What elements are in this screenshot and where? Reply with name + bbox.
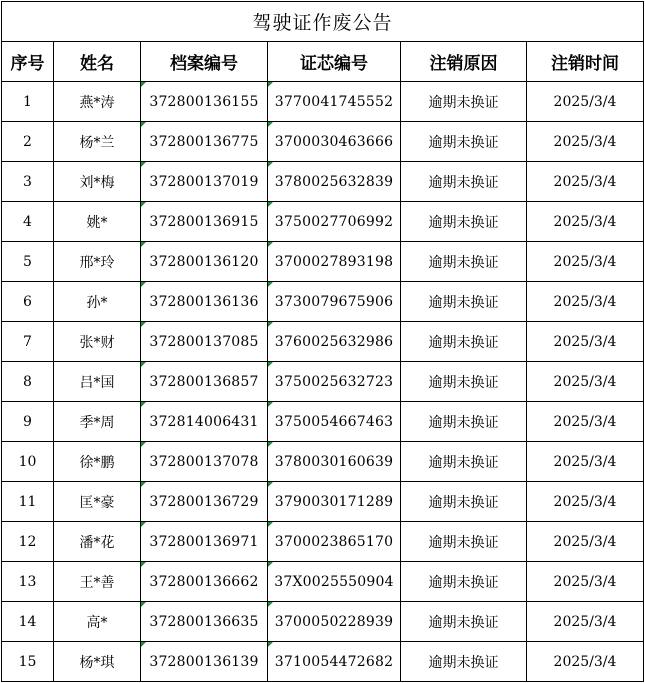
cell-seq[interactable]: 8: [2, 362, 54, 402]
cell-name[interactable]: 孙*: [54, 282, 141, 322]
cell-chip-number[interactable]: 3770041745552: [268, 82, 401, 122]
cell-name[interactable]: 潘*花: [54, 522, 141, 562]
table-row: [2, 642, 644, 682]
cell-file-number[interactable]: 372800137019: [141, 162, 268, 202]
cell-file-number[interactable]: 372814006431: [141, 402, 268, 442]
table-row: [2, 602, 644, 642]
cell-file-number[interactable]: 372800136155: [141, 82, 268, 122]
cell-name[interactable]: 季*周: [54, 402, 141, 442]
cell-chip-number[interactable]: 3750025632723: [268, 362, 401, 402]
cell-seq[interactable]: 11: [2, 482, 54, 522]
cell-seq[interactable]: 5: [2, 242, 54, 282]
cell-chip-number[interactable]: 3700050228939: [268, 602, 401, 642]
cell-file-number[interactable]: 372800136139: [141, 642, 268, 682]
cell-seq[interactable]: 6: [2, 282, 54, 322]
cell-chip-number[interactable]: 3700027893198: [268, 242, 401, 282]
cell-cancel-reason[interactable]: 逾期未换证: [401, 122, 527, 162]
table-row: [2, 282, 644, 322]
cell-name[interactable]: 杨*兰: [54, 122, 141, 162]
cell-cancel-date[interactable]: 2025/3/4: [527, 642, 644, 682]
cell-seq[interactable]: 7: [2, 322, 54, 362]
table-row: [2, 562, 644, 602]
header-name[interactable]: 姓名: [54, 42, 141, 82]
cell-cancel-date[interactable]: 2025/3/4: [527, 482, 644, 522]
cell-seq[interactable]: 9: [2, 402, 54, 442]
cell-chip-number[interactable]: 3780030160639: [268, 442, 401, 482]
cell-cancel-reason[interactable]: 逾期未换证: [401, 202, 527, 242]
cell-file-number[interactable]: 372800136120: [141, 242, 268, 282]
cell-seq[interactable]: 3: [2, 162, 54, 202]
cell-chip-number[interactable]: 3750027706992: [268, 202, 401, 242]
table-row: [2, 202, 644, 242]
cell-chip-number[interactable]: 3780025632839: [268, 162, 401, 202]
cell-cancel-reason[interactable]: 逾期未换证: [401, 442, 527, 482]
cell-seq[interactable]: 2: [2, 122, 54, 162]
table-row: [2, 242, 644, 282]
cell-cancel-reason[interactable]: 逾期未换证: [401, 322, 527, 362]
cell-cancel-date[interactable]: 2025/3/4: [527, 242, 644, 282]
cell-chip-number[interactable]: 3790030171289: [268, 482, 401, 522]
cell-file-number[interactable]: 372800136915: [141, 202, 268, 242]
cell-chip-number[interactable]: 3750054667463: [268, 402, 401, 442]
cell-cancel-reason[interactable]: 逾期未换证: [401, 162, 527, 202]
table-row: [2, 122, 644, 162]
table-row: [2, 402, 644, 442]
header-file-number[interactable]: 档案编号: [141, 42, 268, 82]
cell-cancel-reason[interactable]: 逾期未换证: [401, 562, 527, 602]
cell-cancel-date[interactable]: 2025/3/4: [527, 322, 644, 362]
table-row: [2, 482, 644, 522]
cell-name[interactable]: 杨*琪: [54, 642, 141, 682]
cell-file-number[interactable]: 372800136662: [141, 562, 268, 602]
cell-seq[interactable]: 14: [2, 602, 54, 642]
header-cancel-date[interactable]: 注销时间: [527, 42, 644, 82]
cell-name[interactable]: 燕*涛: [54, 82, 141, 122]
header-row: [2, 42, 644, 82]
cell-file-number[interactable]: 372800136635: [141, 602, 268, 642]
cell-chip-number[interactable]: 3730079675906: [268, 282, 401, 322]
cell-cancel-date[interactable]: 2025/3/4: [527, 202, 644, 242]
cell-file-number[interactable]: 372800136857: [141, 362, 268, 402]
cell-chip-number[interactable]: 3710054472682: [268, 642, 401, 682]
cell-chip-number[interactable]: 3700030463666: [268, 122, 401, 162]
cell-name[interactable]: 吕*国: [54, 362, 141, 402]
cell-cancel-reason[interactable]: 逾期未换证: [401, 602, 527, 642]
cell-cancel-reason[interactable]: 逾期未换证: [401, 482, 527, 522]
cell-name[interactable]: 王*善: [54, 562, 141, 602]
cell-file-number[interactable]: 372800137078: [141, 442, 268, 482]
notice-title[interactable]: 驾驶证作废公告: [2, 2, 644, 42]
table-row: [2, 162, 644, 202]
cell-seq[interactable]: 10: [2, 442, 54, 482]
cell-file-number[interactable]: 372800136971: [141, 522, 268, 562]
cell-seq[interactable]: 15: [2, 642, 54, 682]
cell-cancel-date[interactable]: 2025/3/4: [527, 122, 644, 162]
cell-name[interactable]: 徐*鹏: [54, 442, 141, 482]
cell-cancel-date[interactable]: 2025/3/4: [527, 522, 644, 562]
table-row: [2, 442, 644, 482]
cell-seq[interactable]: 1: [2, 82, 54, 122]
cell-seq[interactable]: 12: [2, 522, 54, 562]
header-seq[interactable]: 序号: [2, 42, 54, 82]
cell-cancel-date[interactable]: 2025/3/4: [527, 82, 644, 122]
cell-cancel-reason[interactable]: 逾期未换证: [401, 282, 527, 322]
cell-file-number[interactable]: 372800137085: [141, 322, 268, 362]
cell-cancel-date[interactable]: 2025/3/4: [527, 162, 644, 202]
cell-cancel-reason[interactable]: 逾期未换证: [401, 82, 527, 122]
cell-cancel-date[interactable]: 2025/3/4: [527, 362, 644, 402]
cell-cancel-reason[interactable]: 逾期未换证: [401, 362, 527, 402]
cell-file-number[interactable]: 372800136136: [141, 282, 268, 322]
cell-name[interactable]: 刘*梅: [54, 162, 141, 202]
table-row: [2, 362, 644, 402]
cell-cancel-date[interactable]: 2025/3/4: [527, 282, 644, 322]
cell-cancel-date[interactable]: 2025/3/4: [527, 562, 644, 602]
cell-cancel-date[interactable]: 2025/3/4: [527, 442, 644, 482]
header-chip-number[interactable]: 证芯编号: [268, 42, 401, 82]
table-row: [2, 322, 644, 362]
cell-cancel-reason[interactable]: 逾期未换证: [401, 642, 527, 682]
cell-cancel-date[interactable]: 2025/3/4: [527, 602, 644, 642]
table-body: [2, 82, 644, 682]
cell-seq[interactable]: 13: [2, 562, 54, 602]
cell-name[interactable]: 匡*豪: [54, 482, 141, 522]
cell-file-number[interactable]: 372800136729: [141, 482, 268, 522]
cell-cancel-reason[interactable]: 逾期未换证: [401, 522, 527, 562]
title-row: [2, 2, 644, 42]
cell-cancel-reason[interactable]: 逾期未换证: [401, 402, 527, 442]
table-row: [2, 82, 644, 122]
cell-chip-number[interactable]: 3760025632986: [268, 322, 401, 362]
cell-chip-number[interactable]: 37X0025550904: [268, 562, 401, 602]
cell-cancel-date[interactable]: 2025/3/4: [527, 402, 644, 442]
cell-cancel-reason[interactable]: 逾期未换证: [401, 242, 527, 282]
table-row: [2, 522, 644, 562]
cell-name[interactable]: 姚*: [54, 202, 141, 242]
cell-name[interactable]: 张*财: [54, 322, 141, 362]
cell-name[interactable]: 邢*玲: [54, 242, 141, 282]
cell-file-number[interactable]: 372800136775: [141, 122, 268, 162]
cell-seq[interactable]: 4: [2, 202, 54, 242]
cell-chip-number[interactable]: 3700023865170: [268, 522, 401, 562]
cell-name[interactable]: 高*: [54, 602, 141, 642]
header-cancel-reason[interactable]: 注销原因: [401, 42, 527, 82]
cancellation-notice-table: [1, 1, 644, 682]
